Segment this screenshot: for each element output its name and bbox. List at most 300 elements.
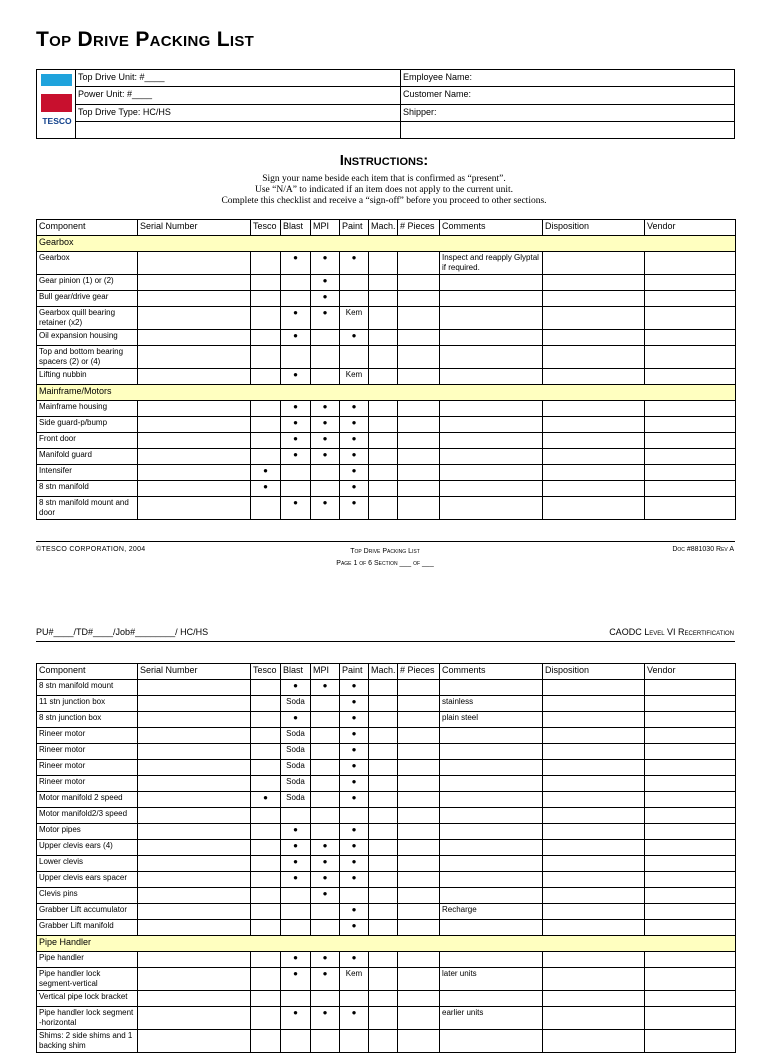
cell-comments[interactable] <box>440 808 543 824</box>
cell-mach[interactable] <box>369 433 398 449</box>
cell-paint[interactable]: Kem <box>340 307 369 330</box>
cell-tesco[interactable] <box>251 840 281 856</box>
cell-blast[interactable] <box>281 275 311 291</box>
cell-mpi[interactable] <box>311 1030 340 1053</box>
cell-comments[interactable]: Recharge <box>440 904 543 920</box>
cell-comments[interactable] <box>440 307 543 330</box>
cell-comments[interactable] <box>440 872 543 888</box>
cell-pieces[interactable] <box>398 346 440 369</box>
cell-mach[interactable] <box>369 856 398 872</box>
cell-comments[interactable] <box>440 291 543 307</box>
cell-pieces[interactable] <box>398 776 440 792</box>
cell-serial-number[interactable] <box>138 888 251 904</box>
cell-mach[interactable] <box>369 417 398 433</box>
cell-serial-number[interactable] <box>138 433 251 449</box>
cell-mach[interactable] <box>369 696 398 712</box>
cell-vendor[interactable] <box>645 991 736 1007</box>
cell-comments[interactable] <box>440 888 543 904</box>
cell-mach[interactable] <box>369 824 398 840</box>
cell-blast[interactable]: ● <box>281 1007 311 1030</box>
cell-mach[interactable] <box>369 252 398 275</box>
cell-serial-number[interactable] <box>138 275 251 291</box>
cell-disposition[interactable] <box>543 369 645 385</box>
cell-mpi[interactable] <box>311 696 340 712</box>
cell-paint[interactable]: Kem <box>340 369 369 385</box>
cell-blast[interactable] <box>281 904 311 920</box>
cell-vendor[interactable] <box>645 904 736 920</box>
cell-mpi[interactable] <box>311 346 340 369</box>
cell-tesco[interactable]: ● <box>251 792 281 808</box>
cell-serial-number[interactable] <box>138 872 251 888</box>
cell-disposition[interactable] <box>543 417 645 433</box>
cell-pieces[interactable] <box>398 856 440 872</box>
cell-pieces[interactable] <box>398 433 440 449</box>
cell-mpi[interactable]: ● <box>311 856 340 872</box>
cell-mpi[interactable] <box>311 991 340 1007</box>
cell-paint[interactable]: ● <box>340 712 369 728</box>
cell-vendor[interactable] <box>645 856 736 872</box>
cell-tesco[interactable] <box>251 872 281 888</box>
cell-paint[interactable]: ● <box>340 872 369 888</box>
cell-vendor[interactable] <box>645 330 736 346</box>
cell-blast[interactable]: ● <box>281 712 311 728</box>
cell-blast[interactable]: ● <box>281 872 311 888</box>
cell-paint[interactable] <box>340 291 369 307</box>
cell-vendor[interactable] <box>645 291 736 307</box>
cell-mach[interactable] <box>369 275 398 291</box>
cell-vendor[interactable] <box>645 776 736 792</box>
cell-blast[interactable]: ● <box>281 952 311 968</box>
cell-paint[interactable]: ● <box>340 744 369 760</box>
cell-paint[interactable]: ● <box>340 680 369 696</box>
cell-disposition[interactable] <box>543 744 645 760</box>
cell-pieces[interactable] <box>398 744 440 760</box>
cell-disposition[interactable] <box>543 275 645 291</box>
cell-disposition[interactable] <box>543 433 645 449</box>
cell-comments[interactable]: later units <box>440 968 543 991</box>
cell-mpi[interactable] <box>311 465 340 481</box>
cell-comments[interactable] <box>440 465 543 481</box>
cell-disposition[interactable] <box>543 712 645 728</box>
cell-serial-number[interactable] <box>138 728 251 744</box>
cell-paint[interactable]: ● <box>340 696 369 712</box>
cell-vendor[interactable] <box>645 712 736 728</box>
cell-serial-number[interactable] <box>138 712 251 728</box>
cell-pieces[interactable] <box>398 465 440 481</box>
cell-vendor[interactable] <box>645 346 736 369</box>
cell-comments[interactable]: earlier units <box>440 1007 543 1030</box>
cell-serial-number[interactable] <box>138 449 251 465</box>
cell-tesco[interactable] <box>251 856 281 872</box>
cell-pieces[interactable] <box>398 920 440 936</box>
cell-vendor[interactable] <box>645 401 736 417</box>
cell-mpi[interactable]: ● <box>311 680 340 696</box>
cell-blast[interactable]: ● <box>281 330 311 346</box>
cell-paint[interactable]: ● <box>340 465 369 481</box>
cell-pieces[interactable] <box>398 369 440 385</box>
cell-mpi[interactable] <box>311 920 340 936</box>
cell-paint[interactable]: ● <box>340 417 369 433</box>
cell-serial-number[interactable] <box>138 465 251 481</box>
cell-mpi[interactable] <box>311 728 340 744</box>
cell-mach[interactable] <box>369 920 398 936</box>
cell-comments[interactable] <box>440 840 543 856</box>
cell-blast[interactable]: ● <box>281 433 311 449</box>
cell-blast[interactable]: Soda <box>281 776 311 792</box>
cell-blast[interactable]: ● <box>281 449 311 465</box>
cell-disposition[interactable] <box>543 968 645 991</box>
cell-disposition[interactable] <box>543 696 645 712</box>
cell-tesco[interactable] <box>251 252 281 275</box>
cell-disposition[interactable] <box>543 952 645 968</box>
cell-tesco[interactable] <box>251 1007 281 1030</box>
cell-disposition[interactable] <box>543 330 645 346</box>
cell-pieces[interactable] <box>398 952 440 968</box>
cell-tesco[interactable] <box>251 346 281 369</box>
cell-comments[interactable] <box>440 1030 543 1053</box>
cell-comments[interactable] <box>440 824 543 840</box>
cell-mach[interactable] <box>369 808 398 824</box>
cell-disposition[interactable] <box>543 401 645 417</box>
cell-blast[interactable] <box>281 465 311 481</box>
cell-mach[interactable] <box>369 401 398 417</box>
cell-vendor[interactable] <box>645 433 736 449</box>
cell-blast[interactable] <box>281 481 311 497</box>
cell-paint[interactable]: ● <box>340 792 369 808</box>
cell-tesco[interactable] <box>251 330 281 346</box>
cell-mach[interactable] <box>369 346 398 369</box>
cell-disposition[interactable] <box>543 792 645 808</box>
cell-serial-number[interactable] <box>138 904 251 920</box>
cell-vendor[interactable] <box>645 369 736 385</box>
cell-vendor[interactable] <box>645 417 736 433</box>
cell-pieces[interactable] <box>398 1007 440 1030</box>
cell-mpi[interactable]: ● <box>311 433 340 449</box>
cell-mpi[interactable] <box>311 330 340 346</box>
cell-mach[interactable] <box>369 1007 398 1030</box>
cell-disposition[interactable] <box>543 808 645 824</box>
cell-comments[interactable] <box>440 330 543 346</box>
cell-pieces[interactable] <box>398 808 440 824</box>
cell-mach[interactable] <box>369 776 398 792</box>
cell-paint[interactable]: ● <box>340 952 369 968</box>
cell-serial-number[interactable] <box>138 330 251 346</box>
cell-pieces[interactable] <box>398 904 440 920</box>
cell-vendor[interactable] <box>645 760 736 776</box>
cell-mach[interactable] <box>369 481 398 497</box>
cell-tesco[interactable] <box>251 760 281 776</box>
cell-paint[interactable]: ● <box>340 840 369 856</box>
cell-mach[interactable] <box>369 728 398 744</box>
cell-blast[interactable]: Soda <box>281 744 311 760</box>
cell-serial-number[interactable] <box>138 824 251 840</box>
cell-blast[interactable]: ● <box>281 856 311 872</box>
cell-comments[interactable]: stainless <box>440 696 543 712</box>
cell-mach[interactable] <box>369 888 398 904</box>
cell-mpi[interactable]: ● <box>311 291 340 307</box>
cell-paint[interactable] <box>340 991 369 1007</box>
cell-mach[interactable] <box>369 840 398 856</box>
cell-disposition[interactable] <box>543 1030 645 1053</box>
cell-tesco[interactable] <box>251 696 281 712</box>
cell-tesco[interactable] <box>251 728 281 744</box>
cell-mach[interactable] <box>369 449 398 465</box>
cell-mach[interactable] <box>369 307 398 330</box>
cell-tesco[interactable] <box>251 1030 281 1053</box>
cell-tesco[interactable]: ● <box>251 465 281 481</box>
cell-mpi[interactable]: ● <box>311 952 340 968</box>
cell-mpi[interactable] <box>311 369 340 385</box>
cell-disposition[interactable] <box>543 1007 645 1030</box>
cell-blast[interactable]: ● <box>281 401 311 417</box>
cell-blast[interactable] <box>281 888 311 904</box>
cell-mach[interactable] <box>369 952 398 968</box>
cell-blast[interactable]: Soda <box>281 728 311 744</box>
blank-field-right[interactable] <box>401 121 735 138</box>
cell-disposition[interactable] <box>543 872 645 888</box>
cell-disposition[interactable] <box>543 776 645 792</box>
cell-mach[interactable] <box>369 991 398 1007</box>
cell-mach[interactable] <box>369 330 398 346</box>
cell-serial-number[interactable] <box>138 776 251 792</box>
cell-mpi[interactable]: ● <box>311 449 340 465</box>
cell-serial-number[interactable] <box>138 252 251 275</box>
cell-serial-number[interactable] <box>138 760 251 776</box>
cell-pieces[interactable] <box>398 728 440 744</box>
cell-tesco[interactable] <box>251 744 281 760</box>
cell-paint[interactable] <box>340 1030 369 1053</box>
cell-mach[interactable] <box>369 680 398 696</box>
cell-mpi[interactable]: ● <box>311 1007 340 1030</box>
cell-vendor[interactable] <box>645 872 736 888</box>
cell-comments[interactable] <box>440 856 543 872</box>
cell-paint[interactable] <box>340 346 369 369</box>
cell-disposition[interactable] <box>543 252 645 275</box>
employee-name-field[interactable]: Employee Name: <box>401 70 735 87</box>
cell-comments[interactable] <box>440 760 543 776</box>
top-drive-unit-field[interactable]: Top Drive Unit: #____ <box>76 70 401 87</box>
cell-mpi[interactable]: ● <box>311 401 340 417</box>
cell-vendor[interactable] <box>645 449 736 465</box>
cell-paint[interactable]: ● <box>340 433 369 449</box>
cell-mach[interactable] <box>369 712 398 728</box>
cell-vendor[interactable] <box>645 696 736 712</box>
cell-paint[interactable]: ● <box>340 481 369 497</box>
cell-vendor[interactable] <box>645 275 736 291</box>
cell-pieces[interactable] <box>398 680 440 696</box>
customer-name-field[interactable]: Customer Name: <box>401 87 735 104</box>
cell-paint[interactable]: ● <box>340 497 369 520</box>
cell-mpi[interactable] <box>311 824 340 840</box>
cell-serial-number[interactable] <box>138 417 251 433</box>
cell-tesco[interactable] <box>251 275 281 291</box>
cell-disposition[interactable] <box>543 920 645 936</box>
cell-serial-number[interactable] <box>138 744 251 760</box>
cell-vendor[interactable] <box>645 481 736 497</box>
cell-vendor[interactable] <box>645 252 736 275</box>
cell-tesco[interactable] <box>251 968 281 991</box>
cell-serial-number[interactable] <box>138 792 251 808</box>
cell-mach[interactable] <box>369 1030 398 1053</box>
cell-paint[interactable]: ● <box>340 401 369 417</box>
cell-vendor[interactable] <box>645 792 736 808</box>
cell-blast[interactable]: ● <box>281 680 311 696</box>
cell-pieces[interactable] <box>398 252 440 275</box>
shipper-field[interactable]: Shipper: <box>401 104 735 121</box>
cell-blast[interactable]: ● <box>281 369 311 385</box>
cell-comments[interactable] <box>440 346 543 369</box>
cell-disposition[interactable] <box>543 497 645 520</box>
power-unit-field[interactable]: Power Unit: #____ <box>76 87 401 104</box>
cell-mpi[interactable]: ● <box>311 872 340 888</box>
cell-mpi[interactable] <box>311 776 340 792</box>
cell-mpi[interactable] <box>311 744 340 760</box>
top-drive-type-field[interactable]: Top Drive Type: HC/HS <box>76 104 401 121</box>
cell-vendor[interactable] <box>645 808 736 824</box>
cell-mpi[interactable] <box>311 808 340 824</box>
cell-paint[interactable]: ● <box>340 920 369 936</box>
cell-mach[interactable] <box>369 744 398 760</box>
cell-pieces[interactable] <box>398 481 440 497</box>
cell-tesco[interactable] <box>251 991 281 1007</box>
cell-serial-number[interactable] <box>138 991 251 1007</box>
cell-blast[interactable] <box>281 346 311 369</box>
cell-paint[interactable]: ● <box>340 760 369 776</box>
cell-comments[interactable] <box>440 792 543 808</box>
cell-serial-number[interactable] <box>138 291 251 307</box>
cell-mpi[interactable] <box>311 712 340 728</box>
cell-mach[interactable] <box>369 291 398 307</box>
cell-disposition[interactable] <box>543 904 645 920</box>
cell-mpi[interactable] <box>311 904 340 920</box>
cell-pieces[interactable] <box>398 449 440 465</box>
cell-vendor[interactable] <box>645 680 736 696</box>
cell-mach[interactable] <box>369 369 398 385</box>
cell-blast[interactable] <box>281 991 311 1007</box>
cell-mach[interactable] <box>369 497 398 520</box>
cell-serial-number[interactable] <box>138 346 251 369</box>
cell-pieces[interactable] <box>398 888 440 904</box>
cell-comments[interactable] <box>440 497 543 520</box>
cell-blast[interactable]: Soda <box>281 760 311 776</box>
cell-vendor[interactable] <box>645 888 736 904</box>
cell-pieces[interactable] <box>398 792 440 808</box>
cell-blast[interactable]: ● <box>281 307 311 330</box>
cell-disposition[interactable] <box>543 824 645 840</box>
cell-tesco[interactable] <box>251 680 281 696</box>
cell-serial-number[interactable] <box>138 481 251 497</box>
cell-mpi[interactable]: ● <box>311 968 340 991</box>
cell-mpi[interactable]: ● <box>311 275 340 291</box>
cell-paint[interactable]: ● <box>340 449 369 465</box>
cell-disposition[interactable] <box>543 728 645 744</box>
cell-tesco[interactable] <box>251 888 281 904</box>
cell-pieces[interactable] <box>398 840 440 856</box>
cell-disposition[interactable] <box>543 307 645 330</box>
cell-disposition[interactable] <box>543 465 645 481</box>
cell-comments[interactable] <box>440 680 543 696</box>
cell-comments[interactable] <box>440 481 543 497</box>
cell-disposition[interactable] <box>543 888 645 904</box>
cell-paint[interactable]: ● <box>340 856 369 872</box>
cell-comments[interactable] <box>440 449 543 465</box>
cell-serial-number[interactable] <box>138 1007 251 1030</box>
cell-blast[interactable]: Soda <box>281 792 311 808</box>
cell-pieces[interactable] <box>398 824 440 840</box>
cell-vendor[interactable] <box>645 920 736 936</box>
cell-paint[interactable]: Kem <box>340 968 369 991</box>
cell-comments[interactable] <box>440 433 543 449</box>
cell-tesco[interactable] <box>251 291 281 307</box>
cell-paint[interactable]: ● <box>340 252 369 275</box>
cell-comments[interactable] <box>440 920 543 936</box>
cell-vendor[interactable] <box>645 497 736 520</box>
cell-serial-number[interactable] <box>138 401 251 417</box>
cell-comments[interactable] <box>440 275 543 291</box>
cell-tesco[interactable] <box>251 824 281 840</box>
cell-tesco[interactable] <box>251 920 281 936</box>
cell-serial-number[interactable] <box>138 952 251 968</box>
blank-field-left[interactable] <box>76 121 401 138</box>
cell-vendor[interactable] <box>645 728 736 744</box>
cell-tesco[interactable] <box>251 808 281 824</box>
cell-blast[interactable] <box>281 808 311 824</box>
cell-blast[interactable] <box>281 1030 311 1053</box>
cell-mpi[interactable] <box>311 481 340 497</box>
cell-tesco[interactable] <box>251 401 281 417</box>
cell-pieces[interactable] <box>398 1030 440 1053</box>
cell-blast[interactable]: ● <box>281 824 311 840</box>
cell-comments[interactable] <box>440 369 543 385</box>
cell-blast[interactable]: ● <box>281 252 311 275</box>
cell-tesco[interactable] <box>251 904 281 920</box>
cell-mpi[interactable]: ● <box>311 497 340 520</box>
cell-mach[interactable] <box>369 968 398 991</box>
cell-comments[interactable] <box>440 776 543 792</box>
cell-pieces[interactable] <box>398 760 440 776</box>
cell-tesco[interactable] <box>251 776 281 792</box>
cell-paint[interactable] <box>340 808 369 824</box>
cell-tesco[interactable] <box>251 369 281 385</box>
cell-tesco[interactable] <box>251 712 281 728</box>
cell-serial-number[interactable] <box>138 968 251 991</box>
cell-comments[interactable] <box>440 728 543 744</box>
cell-tesco[interactable]: ● <box>251 481 281 497</box>
cell-blast[interactable] <box>281 920 311 936</box>
cell-pieces[interactable] <box>398 872 440 888</box>
cell-mach[interactable] <box>369 872 398 888</box>
cell-vendor[interactable] <box>645 968 736 991</box>
cell-paint[interactable]: ● <box>340 776 369 792</box>
cell-vendor[interactable] <box>645 840 736 856</box>
cell-mpi[interactable] <box>311 760 340 776</box>
cell-mach[interactable] <box>369 760 398 776</box>
cell-serial-number[interactable] <box>138 307 251 330</box>
cell-mpi[interactable]: ● <box>311 888 340 904</box>
cell-comments[interactable]: Inspect and reapply Glyptal if required. <box>440 252 543 275</box>
cell-disposition[interactable] <box>543 346 645 369</box>
cell-blast[interactable]: ● <box>281 968 311 991</box>
cell-comments[interactable] <box>440 401 543 417</box>
cell-serial-number[interactable] <box>138 808 251 824</box>
cell-mach[interactable] <box>369 465 398 481</box>
cell-mpi[interactable]: ● <box>311 252 340 275</box>
cell-disposition[interactable] <box>543 291 645 307</box>
cell-pieces[interactable] <box>398 696 440 712</box>
cell-mach[interactable] <box>369 792 398 808</box>
cell-disposition[interactable] <box>543 840 645 856</box>
cell-vendor[interactable] <box>645 1030 736 1053</box>
